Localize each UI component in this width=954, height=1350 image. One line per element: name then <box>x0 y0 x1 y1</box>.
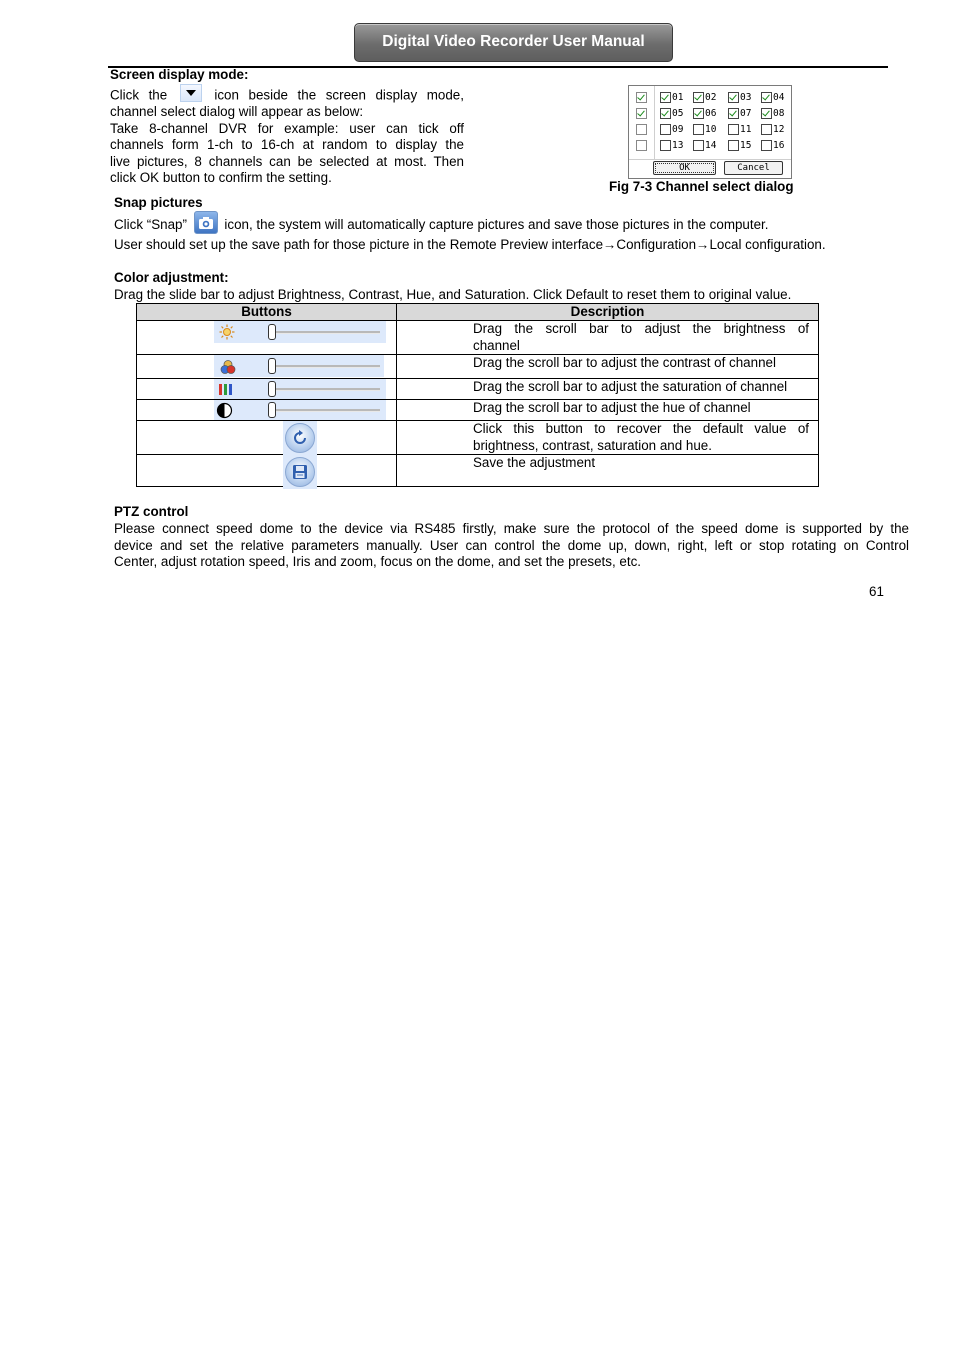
slider-thumb[interactable] <box>268 358 276 374</box>
saturation-cell <box>137 379 397 400</box>
default-desc: Click this button to recover the default value of brightness, contrast, saturation and hue. <box>397 421 819 455</box>
dialog-footer-divider <box>629 159 791 160</box>
channel-checkbox[interactable] <box>693 92 704 103</box>
ptz-line-1: Please connect speed dome to the device via RS485 firstly, make sure the protocol of the speed dome is supported by the <box>114 521 909 536</box>
screen-display-text <box>110 87 464 187</box>
hue-desc: Drag the scroll bar to adjust the hue of channel <box>397 400 819 421</box>
channel-checkbox[interactable] <box>761 108 772 119</box>
row-select-checkbox[interactable] <box>636 140 647 151</box>
channel-label: 10 <box>705 124 717 135</box>
brightness-desc: Drag the scroll bar to adjust the brightness of channel <box>397 321 819 355</box>
save-desc: Save the adjustment <box>397 455 819 487</box>
slider-thumb[interactable] <box>268 402 276 418</box>
default-cell <box>137 421 397 455</box>
screen-display-line-3: Take 8-channel DVR for example: user can tick off <box>110 120 464 136</box>
ptz-heading: PTZ control <box>114 504 189 519</box>
save-icon <box>292 464 308 480</box>
save-button[interactable] <box>283 455 317 489</box>
channel-label: 14 <box>705 140 717 151</box>
saturation-icon <box>218 383 234 396</box>
channel-checkbox[interactable] <box>728 140 739 151</box>
camera-icon <box>194 211 218 234</box>
screen-display-line-4: channels form 1-ch to 16-ch at random to display the <box>110 137 464 153</box>
channel-label: 13 <box>672 140 684 151</box>
cancel-button[interactable]: Cancel <box>724 161 783 175</box>
slider-track <box>274 388 380 391</box>
snap-line-1: Click “Snap” icon, the system will automatically capture pictures and save those pictures in the computer. <box>114 214 914 237</box>
slider-track <box>274 365 380 368</box>
table-row <box>137 455 819 487</box>
brightness-icon <box>219 324 235 340</box>
screen-display-line-1: Click the icon beside the screen display mode, <box>110 87 464 104</box>
slider-thumb[interactable] <box>268 324 276 340</box>
figure-caption: Fig 7-3 Channel select dialog <box>609 179 794 194</box>
table-row <box>137 355 819 379</box>
hue-cell <box>137 400 397 421</box>
row-select-checkbox[interactable] <box>636 92 647 103</box>
screen-display-line-2: channel select dialog will appear as below: <box>110 104 364 119</box>
dropdown-arrow-icon <box>180 84 202 102</box>
slider-track <box>274 409 380 412</box>
table-row <box>137 421 819 455</box>
channel-label: 06 <box>705 108 717 119</box>
channel-label: 11 <box>740 124 752 135</box>
channel-checkbox[interactable] <box>693 140 704 151</box>
channel-select-dialog <box>628 85 792 179</box>
table-row <box>137 321 819 355</box>
row-select-checkbox[interactable] <box>636 124 647 135</box>
table-row <box>137 379 819 400</box>
ptz-paragraph <box>114 521 909 571</box>
channel-checkbox[interactable] <box>693 124 704 135</box>
channel-checkbox[interactable] <box>761 92 772 103</box>
hue-slider[interactable] <box>214 400 386 420</box>
channel-label: 08 <box>773 108 785 119</box>
ok-button[interactable]: OK <box>653 161 716 175</box>
channel-label: 09 <box>672 124 684 135</box>
channel-label: 15 <box>740 140 752 151</box>
save-cell <box>137 455 397 487</box>
default-reset-icon <box>291 429 309 447</box>
contrast-icon <box>220 359 236 375</box>
channel-checkbox[interactable] <box>761 140 772 151</box>
manual-title-badge <box>354 23 673 62</box>
table-header-row <box>137 304 819 321</box>
color-intro: Drag the slide bar to adjust Brightness, Contrast, Hue, and Saturation. Click Default to reset them to original value. <box>114 287 792 302</box>
channel-checkbox[interactable] <box>660 92 671 103</box>
slider-thumb[interactable] <box>268 381 276 397</box>
saturation-slider[interactable] <box>214 379 386 399</box>
screen-display-line-6: click OK button to confirm the setting. <box>110 170 332 186</box>
saturation-desc: Drag the scroll bar to adjust the saturation of channel <box>397 379 819 400</box>
color-heading: Color adjustment: <box>114 270 229 285</box>
channel-label: 03 <box>740 92 752 103</box>
screen-display-line-5: live pictures, 8 channels can be selected at most. Then <box>110 153 464 169</box>
table-row <box>137 400 819 421</box>
channel-label: 12 <box>773 124 785 135</box>
hue-icon <box>216 402 233 419</box>
channel-checkbox[interactable] <box>728 92 739 103</box>
default-button[interactable] <box>283 421 317 455</box>
contrast-cell <box>137 355 397 379</box>
col-buttons-header: Buttons <box>137 304 397 321</box>
contrast-slider[interactable] <box>214 355 384 377</box>
channel-label: 02 <box>705 92 717 103</box>
channel-label: 16 <box>773 140 785 151</box>
manual-title: Digital Video Recorder User Manual <box>382 33 645 51</box>
page-number: 61 <box>869 584 884 599</box>
ptz-line-2: device and set the relative parameters manually. User can control the dome up, down, right, left or stop rotating on Control <box>114 537 909 553</box>
snap-heading: Snap pictures <box>114 195 203 210</box>
screen-display-heading: Screen display mode: <box>110 67 249 82</box>
channel-label: 05 <box>672 108 684 119</box>
channel-label: 07 <box>740 108 752 119</box>
brightness-cell <box>137 321 397 355</box>
channel-label: 04 <box>773 92 785 103</box>
color-adjustment-table <box>136 303 819 487</box>
slider-track <box>274 331 380 334</box>
ptz-line-3: Center, adjust rotation speed, Iris and zoom, focus on the dome, and set the presets, etc. <box>114 554 642 570</box>
channel-checkbox[interactable] <box>728 108 739 119</box>
snap-line-2: User should set up the save path for those picture in the Remote Preview interface→Configuration→Local configuration. <box>114 237 826 252</box>
channel-label: 01 <box>672 92 684 103</box>
channel-checkbox[interactable] <box>693 108 704 119</box>
channel-checkbox[interactable] <box>761 124 772 135</box>
contrast-desc: Drag the scroll bar to adjust the contrast of channel <box>397 355 819 379</box>
row-select-checkbox[interactable] <box>636 108 647 119</box>
col-description-header: Description <box>397 304 819 321</box>
channel-checkbox[interactable] <box>660 140 671 151</box>
channel-checkbox[interactable] <box>728 124 739 135</box>
channel-checkbox[interactable] <box>660 108 671 119</box>
brightness-slider[interactable] <box>214 321 386 343</box>
channel-checkbox[interactable] <box>660 124 671 135</box>
